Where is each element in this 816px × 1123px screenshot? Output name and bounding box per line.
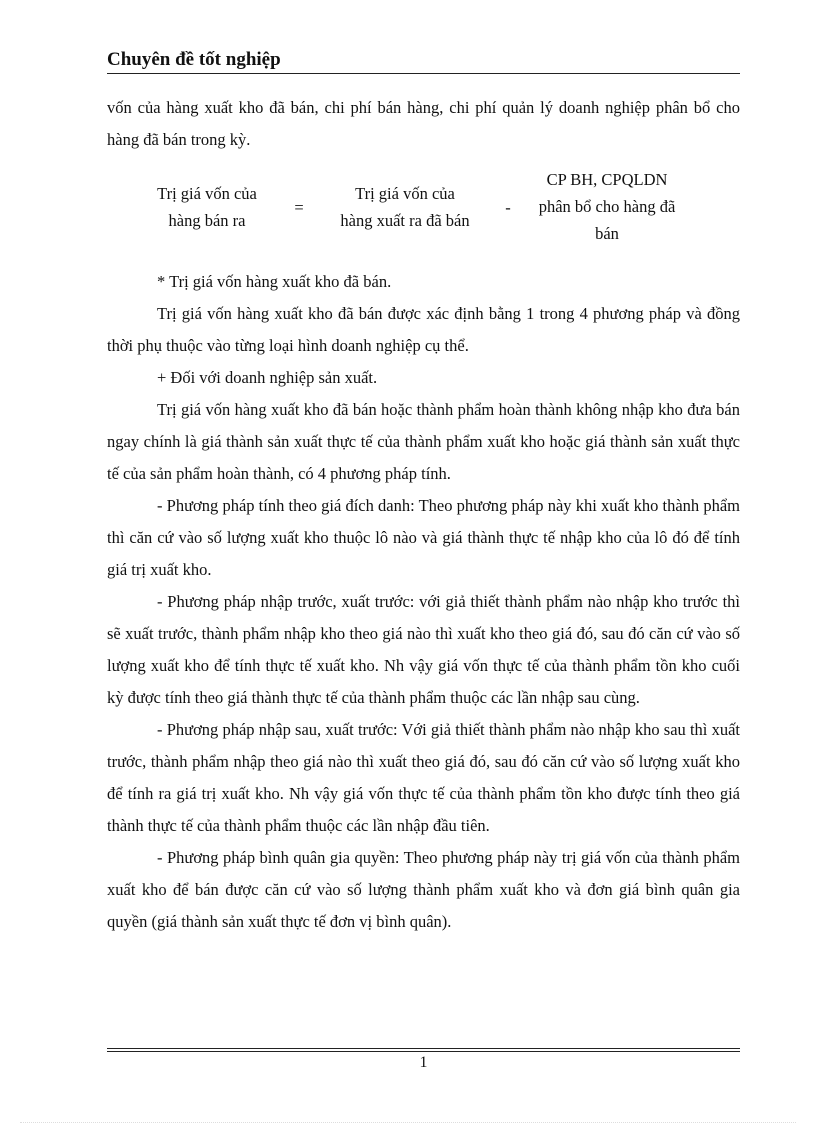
cost-formula (107, 168, 740, 258)
header-divider (107, 73, 740, 74)
formula-right-term (532, 166, 682, 247)
formula-middle-line: hàng xuất ra đã bán (340, 211, 470, 230)
formula-right-line: CP BH, CPQLDN (546, 170, 668, 189)
formula-left-line: hàng bán ra (168, 211, 246, 230)
formula-minus-sign: - (505, 198, 511, 217)
footer-divider (107, 1048, 740, 1049)
paragraph-method-lifo: - Phương pháp nhập sau, xuất trước: Với giả thiết thành phẩm nào nhập kho sau thì xuất trước, thành phẩm nhập theo giá nào thì xuất theo giá đó, sau đó căn cứ vào số lượng xuất kho để tính ra giá trị xuất kho. Nh vậy giá vốn thực tế của thành phẩm tồn kho được tính theo giá thành thực tế của thành phẩm thuộc các lần nhập đầu tiên. (107, 720, 740, 835)
formula-middle-term (325, 180, 485, 234)
paragraph-method-fifo: - Phương pháp nhập trước, xuất trước: với giả thiết thành phẩm nào nhập kho trước thì sẽ xuất trước, thành phẩm nhập kho theo giá nào thì xuất kho theo giá đó, sau đó căn cứ vào số lượng xuất kho để tính thực tế xuất kho. Nh vậy giá vốn thực tế của thành phẩm tồn kho cuối kỳ được tính theo giá thành thực tế của thành phẩm thuộc các lần nhập sau cùng. (107, 592, 740, 707)
paragraph: Trị giá vốn hàng xuất kho đã bán hoặc thành phẩm hoàn thành không nhập kho đưa bán ngay chính là giá thành sản xuất thực tế của thành phẩm xuất kho hoặc giá thành sản xuất thực tế của sản phẩm hoàn thành, có 4 phương pháp tính. (107, 400, 740, 483)
formula-equals-sign: = (294, 198, 304, 217)
formula-left-line: Trị giá vốn của (157, 184, 257, 203)
paragraph-method-specific-identification: - Phương pháp tính theo giá đích danh: Theo phương pháp này khi xuất kho thành phẩm thì căn cứ vào số lượng xuất kho thuộc lô nào và giá thành thực tế nhập kho của lô đó để tính giá trị xuất kho. (107, 496, 740, 579)
formula-right-line: bán (595, 224, 619, 243)
formula-middle-line: Trị giá vốn của (355, 184, 455, 203)
paragraph-method-weighted-average: - Phương pháp bình quân gia quyền: Theo phương pháp này trị giá vốn của thành phẩm xuất kho để bán được căn cứ vào số lượng thành phẩm xuất kho và đơn giá bình quân gia quyền (giá thành sản xuất thực tế đơn vị bình quân). (107, 848, 740, 931)
paragraph: Trị giá vốn hàng xuất kho đã bán được xác định bằng 1 trong 4 phương pháp và đồng thời phụ thuộc vào từng loại hình doanh nghiệp cụ thể. (107, 304, 740, 355)
paragraph-heading-manufacturing: + Đối với doanh nghiệp sản xuất. (157, 368, 378, 387)
formula-left-term (132, 180, 282, 234)
formula-right-line: phân bổ cho hàng đã (538, 197, 676, 216)
page-header-title: Chuyên đề tốt nghiệp (107, 49, 281, 70)
paragraph-heading-cost: * Trị giá vốn hàng xuất kho đã bán. (157, 272, 392, 291)
document-body (107, 92, 740, 938)
paragraph-intro: vốn của hàng xuất kho đã bán, chi phí bán hàng, chi phí quản lý doanh nghiệp phân bổ cho hàng đã bán trong kỳ. (107, 98, 740, 149)
page-number: 1 (419, 1054, 428, 1071)
